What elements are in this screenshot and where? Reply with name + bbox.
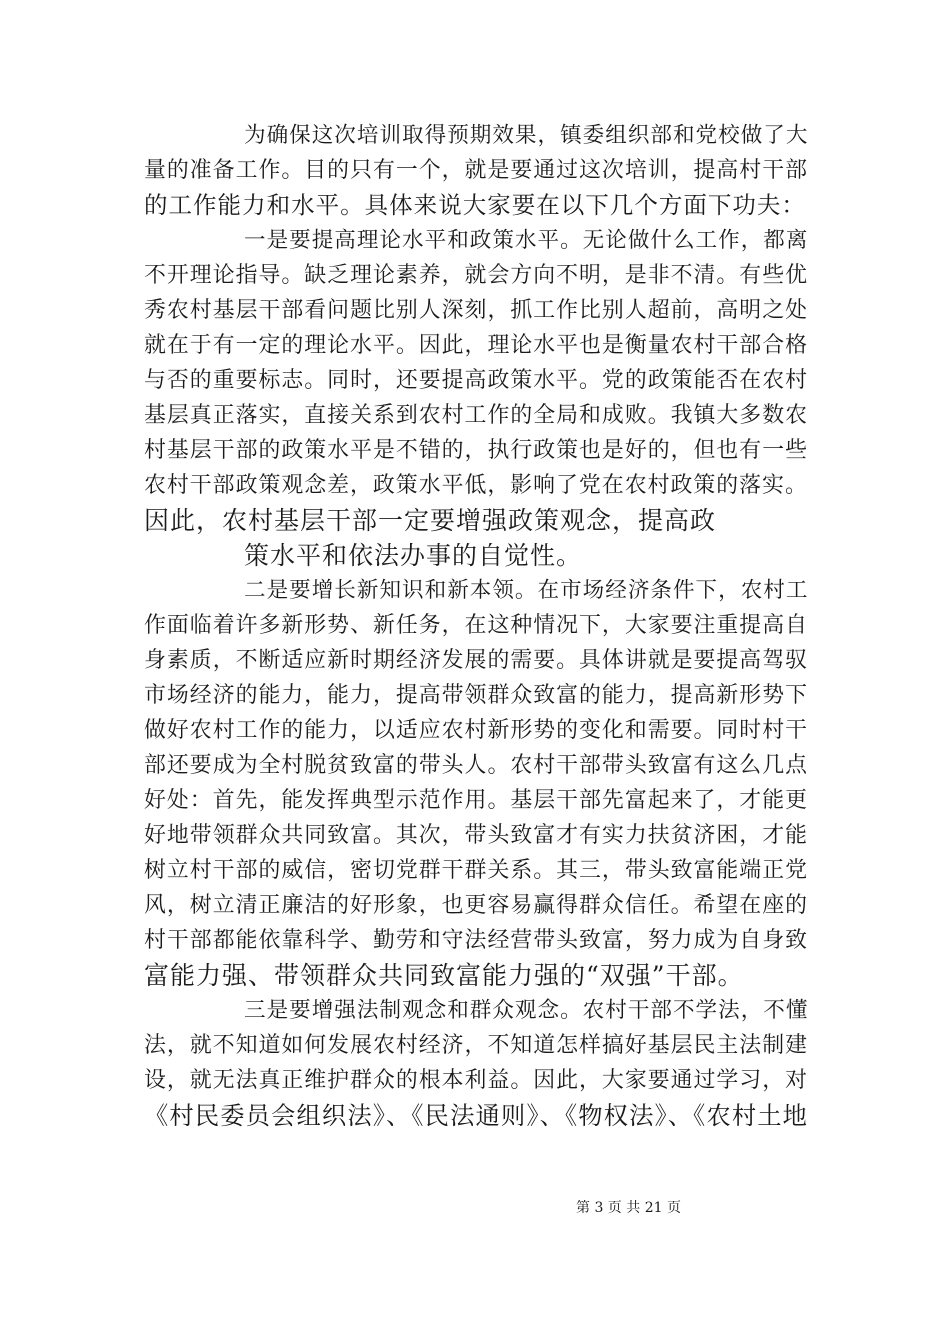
text-line: 村干部都能依靠科学、勤劳和守法经营带头致富，努力成为自身致 [144,928,808,953]
text-line: 设，就无法真正维护群众的根本利益。因此，大家要通过学习，对 [144,1068,808,1093]
text-line: 与否的重要标志。同时，还要提高政策水平。党的政策能否在农村 [144,368,808,393]
text-line: 秀农村基层干部看问题比别人深刻，抓工作比别人超前，高明之处 [144,298,808,323]
text-line: 好地带领群众共同致富。其次，带头致富才有实力扶贫济困，才能 [144,823,808,848]
text-line: 就在于有一定的理论水平。因此，理论水平也是衡量农村干部合格 [144,333,808,358]
text-line: 好处：首先，能发挥典型示范作用。基层干部先富起来了，才能更 [144,788,808,813]
text-line: 市场经济的能力，能力，提高带领群众致富的能力，提高新形势下 [144,683,808,708]
text-line: 策水平和依法办事的自觉性。 [244,541,583,570]
text-line: 身素质，不断适应新时期经济发展的需要。具体讲就是要提高驾驭 [144,648,808,673]
text-line: 风，树立清正廉洁的好形象，也更容易赢得群众信任。希望在座的 [144,893,808,918]
text-line: 二是要增长新知识和新本领。在市场经济条件下，农村工 [244,578,809,603]
text-line: 法，就不知道如何发展农村经济，不知道怎样搞好基层民主法制建 [144,1033,808,1058]
text-line: 部还要成为全村脱贫致富的带头人。农村干部带头致富有这么几点 [144,753,808,778]
body-text [144,118,808,1133]
text-line: 基层真正落实，直接关系到农村工作的全局和成败。我镇大多数农 [144,403,808,428]
text-line: 富能力强、带领群众共同致富能力强的“双强”干部。 [144,961,744,990]
page-number-footer: 第 3 页 共 21 页 [576,1200,681,1216]
text-line: 的工作能力和水平。具体来说大家要在以下几个方面下功夫： [144,191,806,219]
text-line: 作面临着许多新形势、新任务，在这种情况下，大家要注重提高自 [144,613,808,638]
text-line: 不开理论指导。缺乏理论素养，就会方向不明，是非不清。有些优 [144,263,808,288]
text-line: 树立村干部的威信，密切党群干群关系。其三，带头致富能端正党 [144,858,808,883]
text-line: 三是要增强法制观念和群众观念。农村干部不学法，不懂 [244,998,809,1023]
text-line: 因此，农村基层干部一定要增强政策观念，提高政 [144,506,717,535]
text-line: 为确保这次培训取得预期效果，镇委组织部和党校做了大 [244,123,809,148]
text-line: 村基层干部的政策水平是不错的，执行政策也是好的，但也有一些 [144,438,808,463]
text-line: 量的准备工作。目的只有一个，就是要通过这次培训，提高村干部 [144,158,808,183]
text-line: 一是要提高理论水平和政策水平。无论做什么工作，都离 [244,228,809,253]
text-line: 做好农村工作的能力，以适应农村新形势的变化和需要。同时村干 [144,718,808,743]
text-line: 农村干部政策观念差，政策水平低，影响了党在农村政策的落实。 [144,473,808,498]
text-line: 《村民委员会组织法》、《民法通则》、《物权法》、《农村土地 [144,1101,808,1130]
